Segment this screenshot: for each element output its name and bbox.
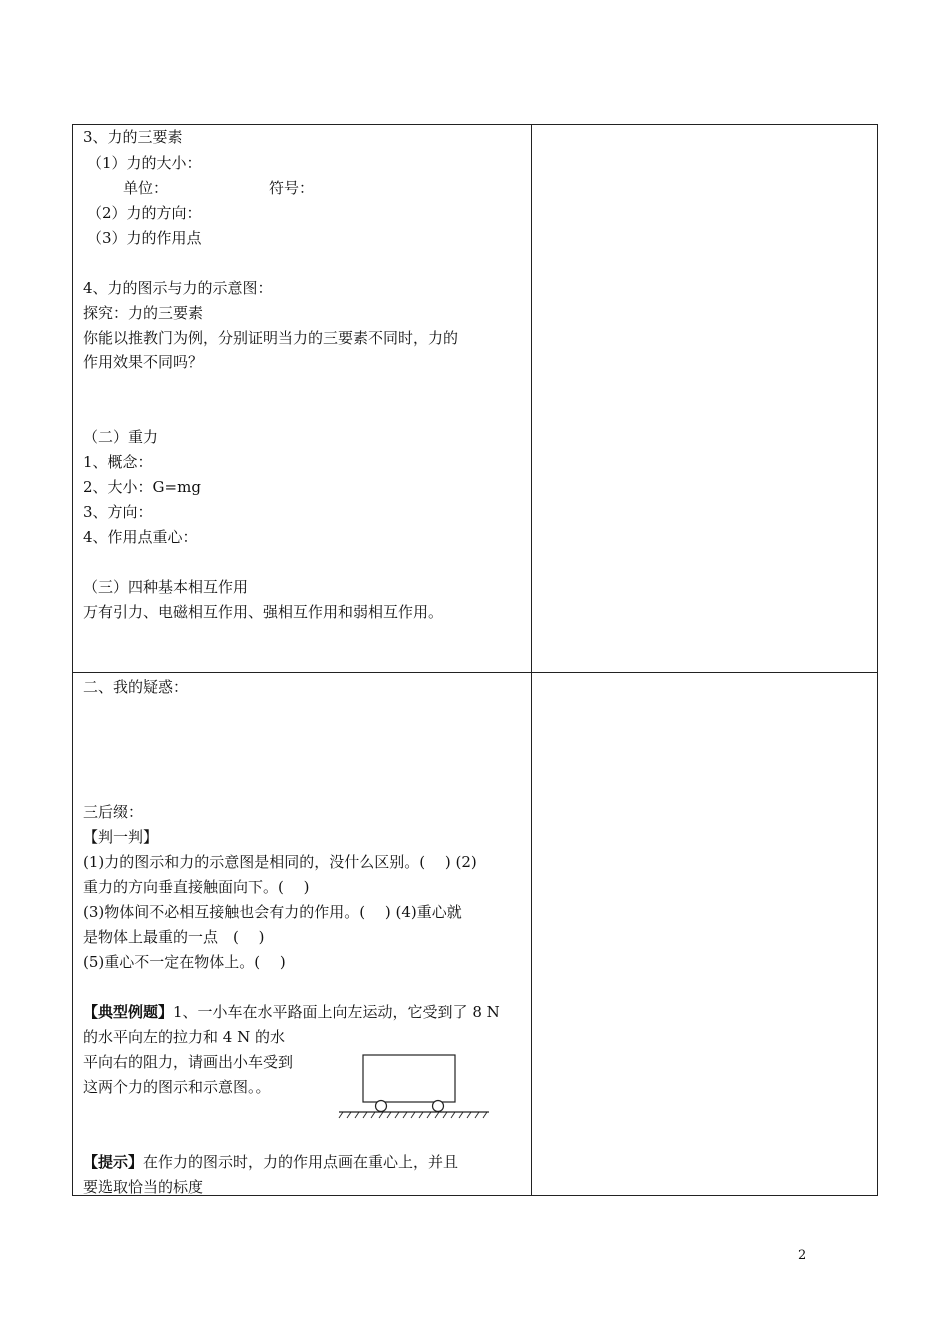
page-number: 2 — [798, 1248, 807, 1263]
force-diagram-title: 4、力的图示与力的示意图： — [83, 279, 273, 297]
question-line-2: 作用效果不同吗？ — [83, 353, 204, 371]
force-magnitude: （1）力的大小： — [87, 154, 202, 172]
four-interactions-content: 万有引力、电磁相互作用、强相互作用和弱相互作用。 — [83, 603, 444, 621]
gravity-center: 4、作用点重心： — [83, 528, 198, 546]
gravity-magnitude: 2、大小：G=mg — [83, 478, 201, 496]
judge-title: 【判一判】 — [83, 828, 159, 846]
example-line-2: 的水平向左的拉力和 4 N 的水 — [83, 1028, 285, 1046]
unit-label: 单位： — [123, 179, 169, 197]
road-hatching — [339, 1112, 487, 1118]
cart-on-road-figure — [337, 1049, 492, 1119]
gravity-concept: 1、概念： — [83, 453, 153, 471]
hint-line-1 — [83, 1152, 458, 1172]
column-divider — [531, 125, 532, 1195]
judge-line-2: 重力的方向垂直接触面向下。( ) — [83, 878, 310, 896]
gravity-title: （二）重力 — [83, 428, 159, 446]
three-elements-title: 3、力的三要素 — [83, 128, 183, 146]
gravity-direction: 3、方向： — [83, 503, 153, 521]
hint-line-2: 要选取恰当的标度 — [83, 1178, 204, 1196]
hint-text-1: 在作力的图示时，力的作用点画在重心上，并且 — [143, 1153, 459, 1171]
symbol-label: 符号： — [269, 179, 315, 197]
follow-up-title: 三后缀： — [83, 803, 144, 821]
four-interactions-title: （三）四种基本相互作用 — [83, 578, 249, 596]
question-line-1: 你能以推教门为例，分别证明当力的三要素不同时，力的 — [83, 329, 459, 347]
judge-line-3: (3)物体间不必相互接触也会有力的作用。( ) (4)重心就 — [83, 903, 462, 921]
example-line-1 — [83, 1002, 500, 1022]
judge-line-1: (1)力的图示和力的示意图是相同的，没什么区别。( ) (2) — [83, 853, 477, 871]
judge-line-5: (5)重心不一定在物体上。( ) — [83, 953, 286, 971]
explore-label: 探究：力的三要素 — [83, 304, 204, 322]
example-line-3: 平向右的阻力，请画出小车受到 — [83, 1053, 294, 1071]
cart-body — [363, 1055, 455, 1102]
example-text-1: 1、一小车在水平路面上向左运动，它受到了 8 N — [173, 1003, 500, 1021]
force-application-point: （3）力的作用点 — [87, 229, 202, 247]
judge-line-4: 是物体上最重的一点 ( ) — [83, 928, 265, 946]
worksheet-table — [72, 124, 878, 1196]
hint-tag: 【提示】 — [83, 1153, 144, 1171]
doubts-title: 二、我的疑惑： — [83, 678, 189, 696]
cart-wheel-left — [376, 1101, 387, 1112]
example-tag: 【典型例题】 — [83, 1003, 174, 1021]
force-direction: （2）力的方向： — [87, 204, 202, 222]
row-divider — [73, 672, 877, 673]
example-line-4: 这两个力的图示和示意图。。 — [83, 1078, 271, 1096]
cart-wheel-right — [433, 1101, 444, 1112]
